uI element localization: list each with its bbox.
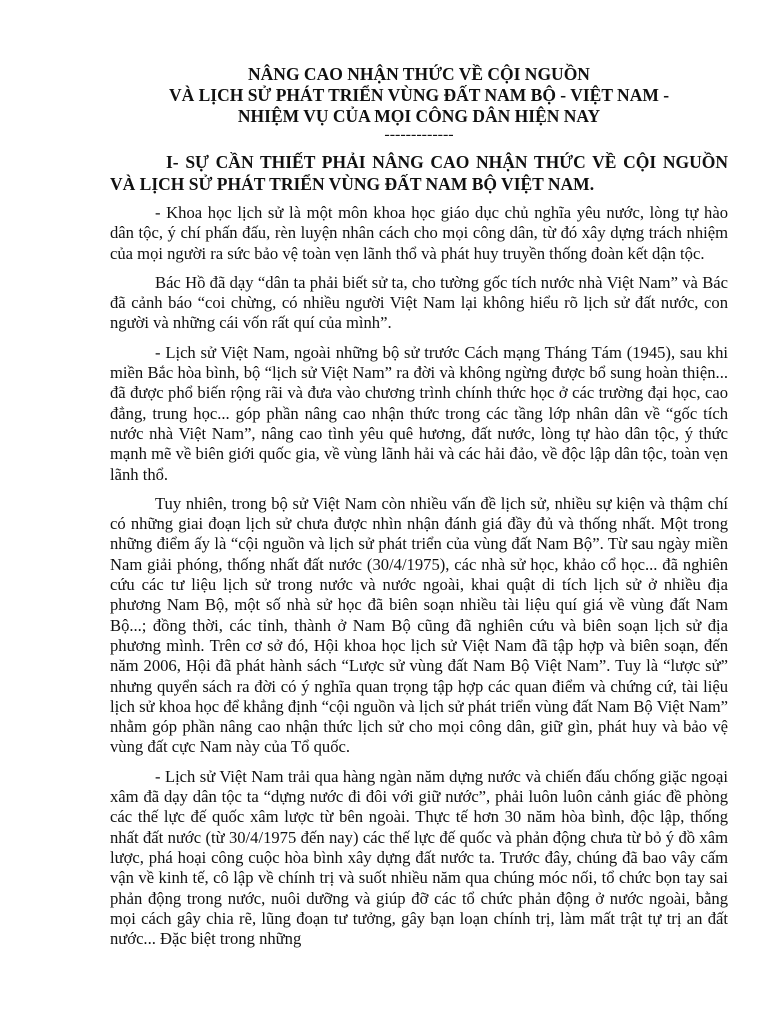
title-divider: ------------- xyxy=(384,126,454,143)
title-line-2: VÀ LỊCH SỬ PHÁT TRIỂN VÙNG ĐẤT NAM BỘ - VIỆT NAM - xyxy=(168,85,670,105)
paragraph-1: - Khoa học lịch sử là một môn khoa học giáo dục chủ nghĩa yêu nước, lòng tự hào dân tộc, ý chí phấn đấu, rèn luyện nhân cách cho mọi công dân, từ đó xây dựng trách nhiệm của mọi người ra sức bảo vệ toàn vẹn lãnh thổ và phát huy truyền thống đoàn kết dận tộc. xyxy=(110,203,728,263)
title-line-3: NHIỆM VỤ CỦA MỌI CÔNG DÂN HIỆN NAY xyxy=(237,106,601,126)
section-heading: I- SỰ CẦN THIẾT PHẢI NÂNG CAO NHẬN THỨC VỀ CỘI NGUỒN VÀ LỊCH SỬ PHÁT TRIỂN VÙNG ĐẤT NAM BỘ VIỆT NAM. xyxy=(110,152,728,194)
paragraph-2: Bác Hồ đã dạy “dân ta phải biết sử ta, cho tường gốc tích nước nhà Việt Nam” và Bác đã cảnh báo “coi chừng, có nhiều người Việt Nam lại không hiểu rõ lịch sử đất nước, con người và những cái vốn rất quí của mình”. xyxy=(110,272,728,333)
paragraph-3: - Lịch sử Việt Nam, ngoài những bộ sử trước Cách mạng Tháng Tám (1945), sau khi miền Bắc hòa bình, bộ “lịch sử Việt Nam” ra đời và không ngừng được bổ sung hoàn thiện... đã được phổ biến rộng rãi và đưa vào chương trình chính thức học ở các trường đại học, cao đẳng, trung học... góp phần nâng cao nhận thức trong các tầng lớp nhân dân về “gốc tích nước nhà Việt Nam”, nâng cao tình yêu quê hương, đất nước, lòng tự hào dân tộc, ý thức mạnh mẽ về biên giới quốc gia, về vùng lãnh hải và các hải đảo, về độc lập dân tộc, toàn vẹn lãnh thổ. xyxy=(110,342,728,484)
paragraph-4: Tuy nhiên, trong bộ sử Việt Nam còn nhiều vấn đề lịch sử, nhiều sự kiện và thậm chí có những giai đoạn lịch sử chưa được nhìn nhận đánh giá đầy đủ và thống nhất. Một trong những điểm ấy là “cội nguồn và lịch sử phát triển của vùng đất Nam Bộ”. Từ sau ngày miền Nam giải phóng, thống nhất đất nước (30/4/1975), các nhà sử học, khảo cổ học... đã nghiên cứu các tư liệu lịch sử trong nước và nước ngoài, khai quật di tích lịch sử ở nhiều địa phương Nam Bộ, một số nhà sử học đã biên soạn nhiều tài liệu quí giá về vùng đất Nam Bộ...; đồng thời, các tỉnh, thành ở Nam Bộ cũng đã nghiên cứu và biên soạn lịch sử địa phương mình. Trên cơ sở đó, Hội khoa học lịch sử Việt Nam đã tập hợp và biên soạn, đến năm 2006, Hội đã phát hành sách “Lược sử vùng đất Nam Bộ Việt Nam”. Tuy là “lược sử” nhưng quyển sách ra đời có ý nghĩa quan trọng tập hợp các quan điểm và chứng cứ, tài liệu lịch sử khoa học để khẳng định “cội nguồn và lịch sử phát triển vùng đất Nam Bộ Việt Nam” nhằm góp phần nâng cao nhận thức lịch sử cho mọi công dân, giữ gìn, phát huy và bảo vệ vùng đất cực Nam này của Tổ quốc. xyxy=(110,493,728,757)
title-line-1: NÂNG CAO NHẬN THỨC VỀ CỘI NGUỒN xyxy=(248,64,590,84)
paragraph-5: - Lịch sử Việt Nam trải qua hàng ngàn năm dựng nước và chiến đấu chống giặc ngoại xâm đã dạy dân tộc ta “dựng nước đi đôi với giữ nước”, phải luôn luôn cảnh giác đề phòng các thế lực đế quốc xâm lược từ bên ngoài. Thực tế hơn 30 năm hòa bình, độc lập, thống nhất đất nước (từ 30/4/1975 đến nay) các thế lực đế quốc và phản động chưa từ bỏ ý đồ xâm lược, phá hoại công cuộc hòa bình xây dựng đất nước ta. Trước đây, chúng đã bao vây cấm vận về kinh tế, cô lập về chính trị và suốt nhiều năm qua chúng móc nối, tổ chức bọn tay sai phản động trong nước, nuôi dưỡng và giúp đỡ các tổ chức phản động ở nước ngoài, bằng mọi cách gây chia rẽ, lũng đoạn tư tưởng, gây bạn loạn chính trị, làm mất trật tự trị an đất nước... Đặc biệt trong những xyxy=(110,766,728,949)
document-title xyxy=(110,64,728,127)
